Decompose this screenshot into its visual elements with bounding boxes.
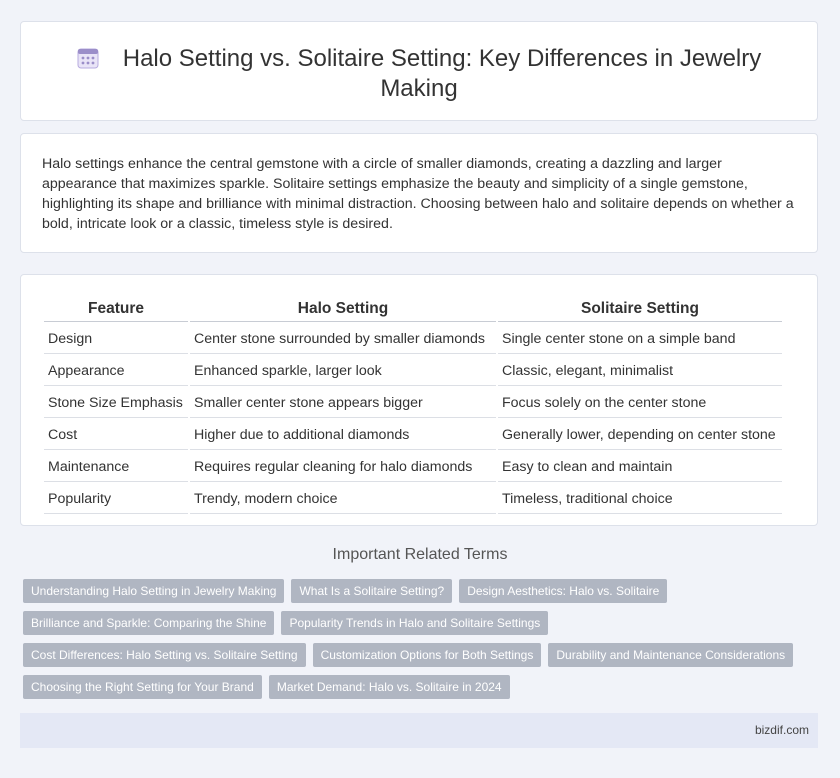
site-name[interactable]: bizdif.com [754, 723, 809, 737]
title-line-2: Making [380, 75, 458, 102]
intro-card [20, 133, 818, 253]
table-cell: Center stone surrounded by smaller diamonds [190, 324, 496, 354]
header-card [20, 21, 818, 121]
related-term-link[interactable]: Customization Options for Both Settings [313, 643, 542, 667]
table-cell: Appearance [44, 356, 188, 386]
footer-bar [20, 713, 818, 748]
title-line-1: Halo Setting vs. Solitaire Setting: Key Differences in Jewelry [122, 45, 762, 72]
table-cell: Maintenance [44, 452, 188, 482]
table-cell: Cost [44, 420, 188, 450]
tag-row [23, 579, 813, 603]
table-row [44, 324, 782, 354]
related-terms-heading: Important Related Terms [332, 546, 508, 563]
header-halo: Halo Setting [190, 297, 496, 322]
related-term-link[interactable]: Popularity Trends in Halo and Solitaire Settings [281, 611, 548, 635]
related-term-link[interactable]: What Is a Solitaire Setting? [291, 579, 452, 603]
table-cell: Classic, elegant, minimalist [498, 356, 782, 386]
tag-row [23, 675, 813, 699]
table-row [44, 452, 782, 482]
table-cell: Easy to clean and maintain [498, 452, 782, 482]
table-cell: Requires regular cleaning for halo diamonds [190, 452, 496, 482]
comparison-card [20, 274, 818, 526]
intro-paragraph: Halo settings enhance the central gemstone with a circle of smaller diamonds, creating a dazzling and larger appearance that maximizes sparkle. Solitaire settings emphasize the beauty and simplicity of a single gemstone, highlighting its shape and brilliance with minimal distraction. Choosing between halo and solitaire depends on whether a bold, intricate look or a classic, timeless style is desired. [42, 156, 794, 232]
table-row [44, 484, 782, 514]
related-term-link[interactable]: Choosing the Right Setting for Your Brand [23, 675, 262, 699]
calendar-icon [77, 47, 99, 69]
related-term-link[interactable]: Cost Differences: Halo Setting vs. Solitaire Setting [23, 643, 306, 667]
table-cell: Higher due to additional diamonds [190, 420, 496, 450]
table-cell: Trendy, modern choice [190, 484, 496, 514]
table-cell: Stone Size Emphasis [44, 388, 188, 418]
table-row [44, 388, 782, 418]
tag-row [23, 611, 813, 635]
table-cell: Enhanced sparkle, larger look [190, 356, 496, 386]
header-feature: Feature [44, 297, 188, 322]
table-cell: Focus solely on the center stone [498, 388, 782, 418]
table-cell: Smaller center stone appears bigger [190, 388, 496, 418]
related-term-link[interactable]: Understanding Halo Setting in Jewelry Making [23, 579, 284, 603]
related-term-link[interactable]: Design Aesthetics: Halo vs. Solitaire [459, 579, 667, 603]
table-cell: Timeless, traditional choice [498, 484, 782, 514]
related-term-link[interactable]: Market Demand: Halo vs. Solitaire in 2024 [269, 675, 510, 699]
table-header-row [44, 297, 782, 322]
table-cell: Popularity [44, 484, 188, 514]
related-term-link[interactable]: Durability and Maintenance Considerations [548, 643, 793, 667]
page-title [21, 44, 817, 104]
table-row [44, 420, 782, 450]
header-solitaire: Solitaire Setting [498, 297, 782, 322]
related-terms-list [23, 579, 813, 707]
tag-row [23, 643, 813, 667]
table-row [44, 356, 782, 386]
comparison-table [42, 295, 784, 516]
related-term-link[interactable]: Brilliance and Sparkle: Comparing the Shine [23, 611, 274, 635]
table-cell: Design [44, 324, 188, 354]
table-cell: Generally lower, depending on center stone [498, 420, 782, 450]
table-cell: Single center stone on a simple band [498, 324, 782, 354]
